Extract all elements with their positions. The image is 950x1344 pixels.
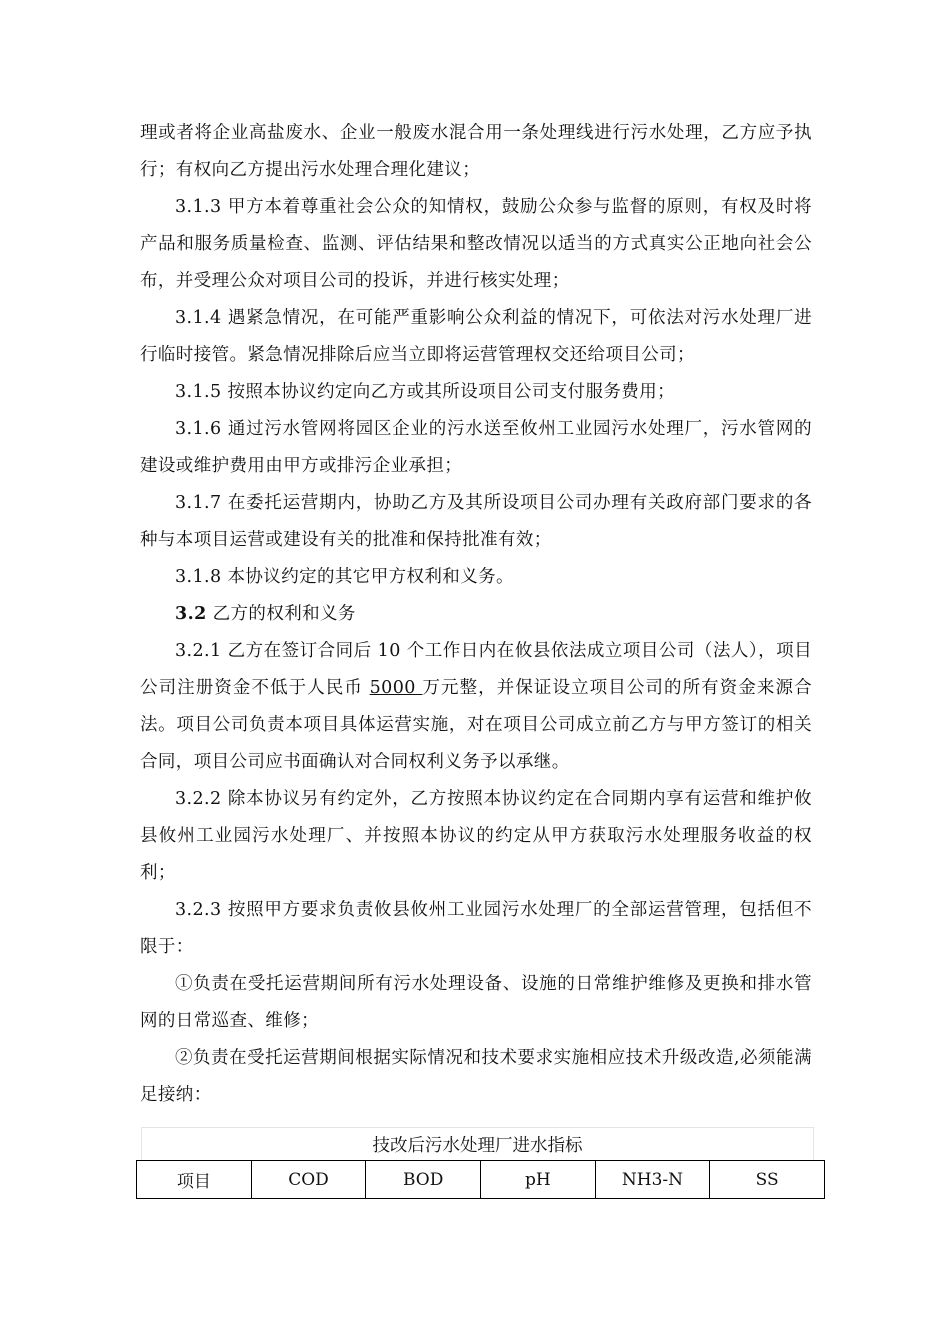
registered-capital-amount: 5000 (369, 678, 423, 698)
paragraph-text: 万元整，并保证设立项目公司的所有资金来源合法。项目公司负责本项目具体运营实施，对在项目公司成立前乙方与甲方签订的相关合同，项目公司应书面确认对合同权利义务予以承继。 (140, 678, 812, 772)
table-header-cell: SS (710, 1161, 825, 1199)
paragraph-3-1-7: 3.1.7 在委托运营期内，协助乙方及其所设项目公司办理有关政府部门要求的各种与本项目运营或建设有关的批准和保持批准有效； (140, 493, 812, 550)
section-title: 乙方的权利和义务 (206, 604, 356, 624)
section-number: 3.2 (175, 604, 207, 624)
list-item-1: ①负责在受托运营期间所有污水处理设备、设施的日常维护维修及更换和排水管网的日常巡查、维修； (140, 974, 812, 1031)
paragraph-3-1-6: 3.1.6 通过污水管网将园区企业的污水送至攸州工业园污水处理厂，污水管网的建设或维护费用由甲方或排污企业承担； (140, 419, 812, 476)
table-header-row (137, 1161, 825, 1199)
index-table (136, 1160, 825, 1199)
body-text (140, 115, 812, 1114)
table-title: 技改后污水处理厂进水指标 (141, 1127, 814, 1160)
table-header-cell: pH (480, 1161, 595, 1199)
paragraph-3-1-3: 3.1.3 甲方本着尊重社会公众的知情权，鼓励公众参与监督的原则，有权及时将产品和服务质量检查、监测、评估结果和整改情况以适当的方式真实公正地向社会公布，并受理公众对项目公司的投诉，并进行核实处理； (140, 197, 812, 291)
paragraph: 理或者将企业高盐废水、企业一般废水混合用一条处理线进行污水处理，乙方应予执行；有权向乙方提出污水处理合理化建议； (140, 123, 812, 180)
paragraph-3-1-5: 3.1.5 按照本协议约定向乙方或其所设项目公司支付服务费用； (175, 382, 675, 402)
paragraph-3-1-4: 3.1.4 遇紧急情况，在可能严重影响公众利益的情况下，可依法对污水处理厂进行临时接管。紧急情况排除后应当立即将运营管理权交还给项目公司； (140, 308, 812, 365)
paragraph-3-2-3: 3.2.3 按照甲方要求负责攸县攸州工业园污水处理厂的全部运营管理，包括但不限于： (140, 900, 812, 957)
section-heading-3-2 (140, 596, 812, 633)
table-header-cell: COD (251, 1161, 366, 1199)
table-header-cell: 项目 (137, 1161, 252, 1199)
paragraph-3-1-8: 3.1.8 本协议约定的其它甲方权利和义务。 (175, 567, 514, 587)
paragraph-text: 3.2.1 乙方在签订合同后 10 个工作日内在攸县依法成立项目公司（法人），项目公司注册资金不低于人民币 (140, 641, 812, 698)
paragraph-3-2-2: 3.2.2 除本协议另有约定外，乙方按照本协议约定在合同期内享有运营和维护攸县攸州工业园污水处理厂、并按照本协议的约定从甲方获取污水处理服务收益的权利； (140, 789, 812, 883)
influent-index-table (136, 1127, 825, 1199)
list-item-2: ②负责在受托运营期间根据实际情况和技术要求实施相应技术升级改造,必须能满足接纳： (140, 1048, 812, 1105)
table-header-cell: BOD (366, 1161, 481, 1199)
table-header-cell: NH3-N (595, 1161, 710, 1199)
paragraph-3-2-1 (140, 633, 812, 781)
